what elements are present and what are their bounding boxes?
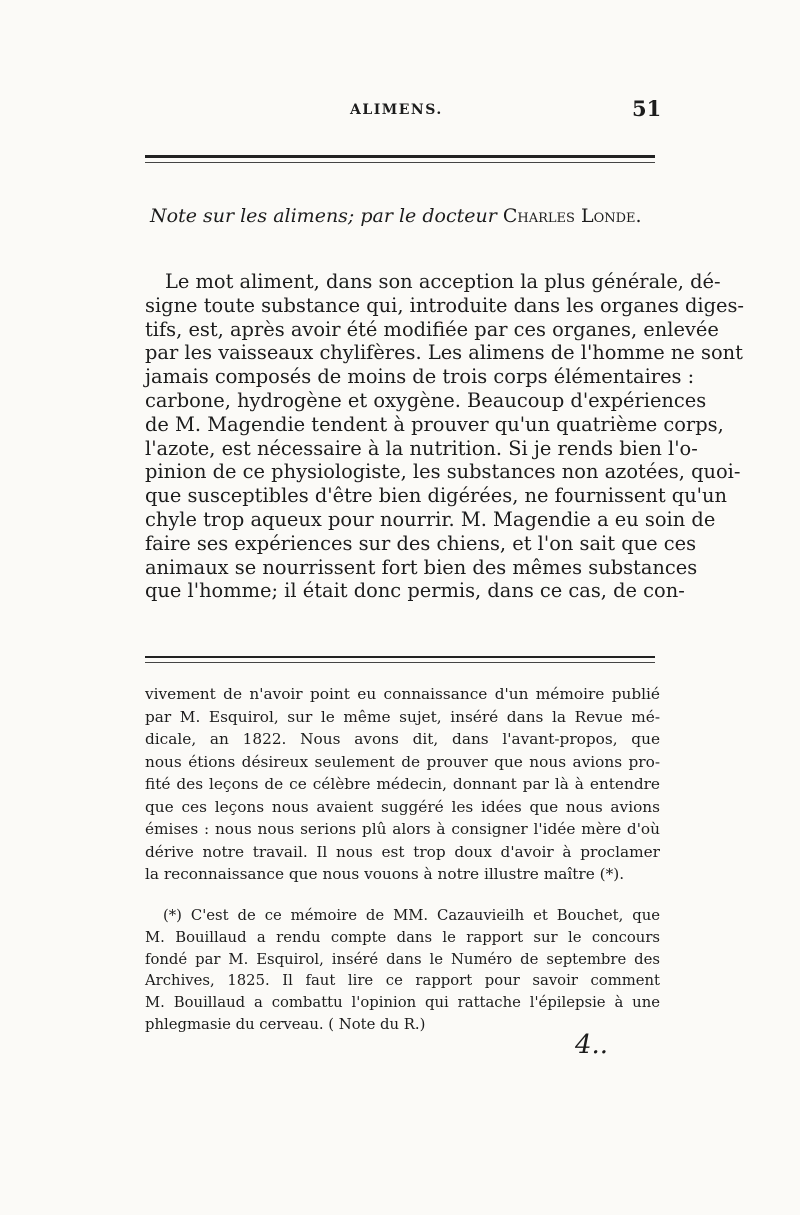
footnote-rule bbox=[145, 656, 655, 663]
editor-note-line: phlegmasie du cerveau. ( Note du R.) bbox=[145, 1015, 426, 1033]
running-head bbox=[0, 96, 800, 126]
note-title-author: Charles Londe. bbox=[502, 205, 642, 227]
body-line: de M. Magendie tendent à prouver qu'un quatrième corps, bbox=[145, 412, 724, 436]
footnote-line: vivement de n'avoir point eu connaissance d'un mémoire publié bbox=[145, 685, 660, 703]
body-line: signe toute substance qui, introduite dans les organes diges- bbox=[145, 293, 744, 317]
footnote-line: par M. Esquirol, sur le même sujet, inséré dans la Revue mé- bbox=[145, 707, 660, 726]
footnote-line: fité des leçons de ce célèbre médecin, donnant par là à entendre bbox=[145, 775, 660, 793]
footnote-line: nous étions désireux seulement de prouver que nous avions pro- bbox=[145, 752, 660, 771]
footnote-continuation bbox=[145, 683, 660, 886]
footnote-line: dicale, an 1822. Nous avons dit, dans l'avant-propos, que bbox=[145, 730, 660, 748]
body-line: que susceptibles d'être bien digérées, ne fournissent qu'un bbox=[145, 484, 727, 508]
editor-note bbox=[145, 905, 660, 1036]
body-line: l'azote, est nécessaire à la nutrition. Si je rends bien l'o- bbox=[145, 436, 698, 460]
editor-note-line: M. Bouillaud a combattu l'opinion qui rattache l'épilepsie à une bbox=[145, 994, 660, 1012]
main-paragraph bbox=[145, 270, 744, 603]
running-title: ALIMENS. bbox=[350, 102, 443, 118]
body-line: carbone, hydrogène et oxygène. Beaucoup d'expériences bbox=[145, 388, 707, 412]
footnote-line: émises : nous nous serions plû alors à consigner l'idée mère d'où bbox=[145, 820, 660, 838]
footnote-line: dérive notre travail. Il nous est trop doux d'avoir à proclamer bbox=[145, 842, 660, 861]
note-title bbox=[150, 205, 670, 227]
footnote-line: la reconnaissance que nous vouons à notre illustre maître (*). bbox=[145, 865, 625, 883]
body-line: jamais composés de moins de trois corps élémentaires : bbox=[145, 365, 695, 389]
body-line: faire ses expériences sur des chiens, et l'on sait que ces bbox=[145, 531, 697, 555]
header-rule bbox=[145, 155, 655, 163]
editor-note-line: M. Bouillaud a rendu compte dans le rapport sur le concours bbox=[145, 928, 660, 946]
editor-note-line: fondé par M. Esquirol, inséré dans le Numéro de septembre des bbox=[145, 950, 660, 968]
body-line: par les vaisseaux chylifères. Les alimens de l'homme ne sont bbox=[145, 341, 743, 365]
body-line: Le mot aliment, dans son acception la plus générale, dé- bbox=[165, 270, 721, 293]
body-line: animaux se nourrissent fort bien des mêmes substances bbox=[145, 555, 698, 579]
signature-mark: 4.. bbox=[575, 1030, 609, 1060]
body-line: pinion de ce physiologiste, les substances non azotées, quoi- bbox=[145, 460, 741, 484]
body-line: que l'homme; il était donc permis, dans ce cas, de con- bbox=[145, 579, 685, 603]
body-line: chyle trop aqueux pour nourrir. M. Magendie a eu soin de bbox=[145, 507, 716, 531]
editor-note-line: Archives, 1825. Il faut lire ce rapport pour savoir comment bbox=[145, 972, 660, 990]
page-number: 51 bbox=[632, 96, 662, 121]
editor-note-line: (*) C'est de ce mémoire de MM. Cazauvieilh et Bouchet, que bbox=[163, 907, 660, 924]
body-line: tifs, est, après avoir été modifiée par ces organes, enlevée bbox=[145, 317, 719, 341]
footnote-line: que ces leçons nous avaient suggéré les idées que nous avions bbox=[145, 797, 660, 816]
note-title-italic: Note sur les alimens; par le docteur bbox=[150, 205, 497, 227]
